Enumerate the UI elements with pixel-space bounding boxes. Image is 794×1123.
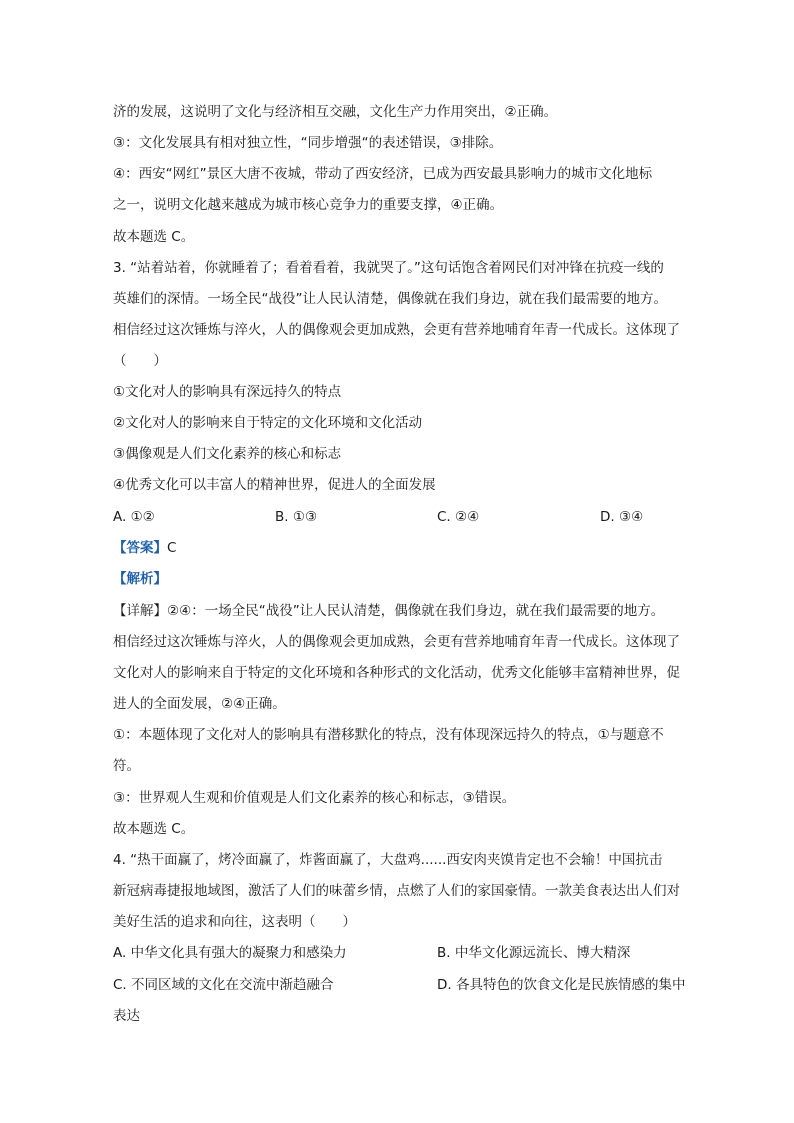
q3-stem: 相信经过这次锤炼与淬火，人的偶像观会更加成熟，会更有营养地哺育年青一代成长。这体现了 xyxy=(113,322,680,338)
q3-blank: （ ） xyxy=(113,353,167,369)
q3-detail-line: 相信经过这次锤炼与淬火，人的偶像观会更加成熟，会更有营养地哺育年青一代成长。这体现了 xyxy=(113,634,680,650)
answer-tag: 【答案】 xyxy=(113,540,167,556)
q4-option-a: A. 中华文化具有强大的凝聚力和感染力 xyxy=(113,945,347,961)
q3-detail-line: ③：世界观人生观和价值观是人们文化素养的核心和标志，③错误。 xyxy=(113,790,516,806)
q3-option-a: A. ①② xyxy=(113,509,155,525)
q3-analysis xyxy=(113,570,167,588)
q4-stem: 4. “热干面赢了，烤冷面赢了，炸酱面赢了，大盘鸡......西安肉夹馍肯定也不会输！中国抗击 xyxy=(113,852,663,868)
q3-item: ②文化对人的影响来自于特定的文化环境和文化活动 xyxy=(113,415,423,431)
q3-detail-line: 文化对人的影响来自于特定的文化环境和各种形式的文化活动，优秀文化能够丰富精神世界，促 xyxy=(113,665,680,681)
q3-answer xyxy=(113,539,176,557)
answer-value: C xyxy=(167,540,177,556)
prev-explanation-line: ③：文化发展具有相对独立性，“同步增强“的表述错误，③排除。 xyxy=(113,135,503,151)
q4-option-c: C. 不同区域的文化在交流中渐趋融合 xyxy=(113,977,334,993)
q3-detail-line: 进人的全面发展，②④正确。 xyxy=(113,696,286,712)
prev-explanation-line: 之一，说明文化越来越成为城市核心竞争力的重要支撑，④正确。 xyxy=(113,197,504,213)
q3-stem: 3. “站着站着，你就睡着了；看着看着，我就哭了。”这句话饱含着网民们对冲锋在抗疫一线的 xyxy=(113,260,664,276)
q4-stem: 新冠病毒捷报地域图，激活了人们的味蕾乡情，点燃了人们的家国豪情。一款美食表达出人们对 xyxy=(113,883,680,899)
q3-item: ①文化对人的影响具有深远持久的特点 xyxy=(113,384,342,400)
q3-conclusion: 故本题选 C。 xyxy=(113,821,195,837)
q4-option-d-cont: 表达 xyxy=(113,1008,140,1024)
q3-option-d: D. ③④ xyxy=(600,509,644,525)
q3-option-b: B. ①③ xyxy=(275,509,318,525)
prev-explanation-line: 济的发展，这说明了文化与经济相互交融，文化生产力作用突出，②正确。 xyxy=(113,104,558,120)
detail-text: ②④：一场全民“战役”让人民认清楚，偶像就在我们身边，就在我们最需要的地方。 xyxy=(167,603,665,619)
q4-option-d: D. 各具特色的饮食文化是民族情感的集中 xyxy=(437,977,686,993)
q3-item: ④优秀文化可以丰富人的精神世界，促进人的全面发展 xyxy=(113,477,436,493)
q3-detail xyxy=(113,602,664,620)
q4-option-b: B. 中华文化源远流长、博大精深 xyxy=(437,945,631,961)
q4-stem: 美好生活的追求和向往，这表明（ ） xyxy=(113,914,356,930)
q3-item: ③偶像观是人们文化素养的核心和标志 xyxy=(113,446,342,462)
prev-conclusion: 故本题选 C。 xyxy=(113,229,195,245)
q3-stem: 英雄们的深情。一场全民“战役”让人民认清楚，偶像就在我们身边，就在我们最需要的地方。 xyxy=(113,291,667,307)
detail-tag: 【详解】 xyxy=(113,603,167,619)
q3-detail-line: 符。 xyxy=(113,758,140,774)
analysis-tag: 【解析】 xyxy=(113,571,167,587)
q3-option-c: C. ②④ xyxy=(437,509,480,525)
q3-detail-line: ①：本题体现了文化对人的影响具有潜移默化的特点，没有体现深远持久的特点，①与题意不 xyxy=(113,727,664,743)
prev-explanation-line: ④：西安“网红”景区大唐不夜城，带动了西安经济，已成为西安最具影响力的城市文化地标 xyxy=(113,166,653,182)
